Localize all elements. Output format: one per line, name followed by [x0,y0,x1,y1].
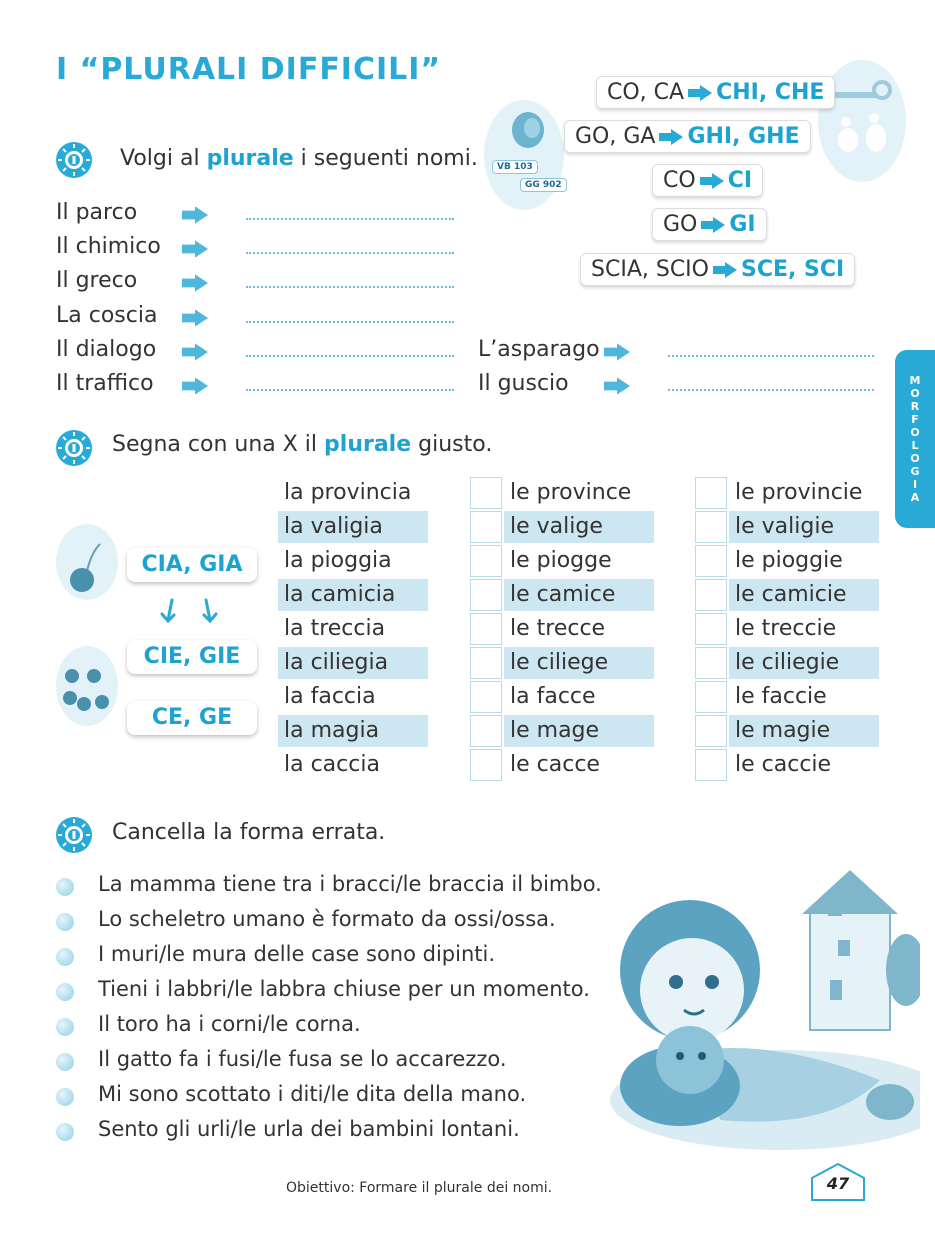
option-a-cell: le camice [504,579,654,611]
checkbox-b[interactable] [695,477,727,509]
answer-line[interactable] [668,355,874,357]
noun-label: L’asparago [478,337,600,362]
noun-label: Il guscio [478,371,569,396]
checkbox-b[interactable] [695,681,727,713]
bullet-icon [56,1053,74,1071]
checkbox-a[interactable] [470,647,502,679]
noun-label: Il traffico [56,371,154,396]
bullet-icon [56,913,74,931]
checkbox-b[interactable] [695,749,727,781]
arrow [182,206,208,228]
girl-cat-house-illustration [580,850,920,1150]
sentence[interactable]: Il toro ha i corni/le corna. [98,1012,361,1036]
rule-pill: CE, GE [127,701,257,735]
sentence[interactable]: Il gatto fa i fusi/le fusa se lo accarezzo. [98,1047,507,1071]
singular-cell: la caccia [284,752,380,777]
checkbox-b[interactable] [695,511,727,543]
bullet-icon [56,1018,74,1036]
keys-illustration [484,100,564,210]
exercise1-instruction: Volgi al plurale i seguenti nomi. [120,146,478,171]
down-arrows-icon [158,596,222,630]
arrow [182,274,208,296]
sun-icon [56,817,92,853]
answer-line[interactable] [246,218,454,220]
bullet-icon [56,983,74,1001]
singular-cell: la faccia [284,684,376,709]
rule-box: SCIA, SCIO SCE, SCI [580,253,855,286]
section-tab: M O R F O L O G I A [895,350,935,528]
sentence[interactable]: La mamma tiene tra i bracci/le braccia il bimbo. [98,872,602,896]
option-b-cell: le faccie [735,684,827,709]
rule-box: CO CI [652,164,763,197]
key-label: VB 103 [492,160,538,174]
option-a-cell: le trecce [510,616,606,641]
page-number-badge [808,1162,868,1202]
singular-cell: la provincia [284,480,412,505]
bullet-icon [56,948,74,966]
arrow [182,343,208,365]
arrow-icon [604,343,630,361]
checkbox-a[interactable] [470,613,502,645]
rule-box: GO, GA GHI, GHE [564,120,811,153]
cherries-illustration [56,646,118,726]
noun-label: Il dialogo [56,337,157,362]
checkbox-b[interactable] [695,715,727,747]
singular-cell: la pioggia [284,548,392,573]
checkbox-a[interactable] [470,681,502,713]
arrow-icon [182,377,208,395]
rule-pill: CIE, GIE [127,640,257,674]
arrow-icon [182,206,208,224]
answer-line[interactable] [246,252,454,254]
answer-line[interactable] [668,389,874,391]
arrow-icon [182,343,208,361]
arrow-icon [688,85,712,101]
rule-pill: CIA, GIA [127,548,257,582]
singular-cell: la camicia [278,579,428,611]
option-a-cell: le cacce [510,752,600,777]
sentence[interactable]: Sento gli urli/le urla dei bambini lontani. [98,1117,520,1141]
checkbox-a[interactable] [470,477,502,509]
answer-line[interactable] [246,389,454,391]
objective-footer: Obiettivo: Formare il plurale dei nomi. [286,1180,553,1196]
option-b-cell: le camicie [729,579,879,611]
option-a-cell: la facce [510,684,596,709]
arrow [182,240,208,262]
arrow-icon [182,309,208,327]
option-a-cell: le mage [504,715,654,747]
sentence[interactable]: I muri/le mura delle case sono dipinti. [98,942,496,966]
answer-line[interactable] [246,286,454,288]
sentence[interactable]: Lo scheletro umano è formato da ossi/ossa. [98,907,556,931]
checkbox-b[interactable] [695,647,727,679]
bullet-icon [56,1123,74,1141]
noun-label: Il parco [56,200,138,225]
checkbox-b[interactable] [695,545,727,577]
sentence[interactable]: Mi sono scottato i diti/le dita della mano. [98,1082,527,1106]
noun-label: Il chimico [56,234,161,259]
checkbox-a[interactable] [470,511,502,543]
option-b-cell: le caccie [735,752,832,777]
singular-cell: la magia [278,715,428,747]
rule-box: CO, CA CHI, CHE [596,76,835,109]
sentence[interactable]: Tieni i labbri/le labbra chiuse per un momento. [98,977,590,1001]
option-b-cell: le pioggie [735,548,843,573]
arrow [182,377,208,399]
option-b-cell: le magie [729,715,879,747]
option-a-cell: le province [510,480,632,505]
checkbox-a[interactable] [470,715,502,747]
checkbox-b[interactable] [695,579,727,611]
noun-label: Il greco [56,268,138,293]
arrow-icon [700,173,724,189]
rule-box: GO GI [652,208,767,241]
page-title: I “PLURALI DIFFICILI” [56,52,442,87]
arrow-icon [182,240,208,258]
arrow-icon [604,377,630,395]
checkbox-a[interactable] [470,545,502,577]
exercise3-instruction: Cancella la forma errata. [112,820,386,845]
bullet-icon [56,878,74,896]
arrow [604,343,630,365]
checkbox-b[interactable] [695,613,727,645]
option-b-cell: le provincie [735,480,863,505]
singular-cell: la treccia [284,616,386,641]
bullet-icon [56,1088,74,1106]
sun-icon [56,142,92,178]
answer-line[interactable] [246,321,454,323]
checkbox-a[interactable] [470,579,502,611]
noun-label: La coscia [56,303,158,328]
exercise2-instruction: Segna con una X il plurale giusto. [112,432,493,457]
arrow-icon [701,217,725,233]
arrow-icon [659,129,683,145]
option-b-cell: le ciliegie [729,647,879,679]
arrow [182,309,208,331]
singular-cell: la valigia [278,511,428,543]
option-a-cell: le valige [504,511,654,543]
arrow-icon [713,262,737,278]
checkbox-a[interactable] [470,749,502,781]
answer-line[interactable] [246,355,454,357]
sun-icon [56,430,92,466]
option-b-cell: le valigie [729,511,879,543]
page-number: 47 [826,1174,850,1193]
option-a-cell: le piogge [510,548,612,573]
arrow [604,377,630,399]
option-a-cell: le ciliege [504,647,654,679]
singular-cell: la ciliegia [278,647,428,679]
arrow-icon [182,274,208,292]
key-label: GG 902 [520,178,567,192]
cherry-illustration [56,524,118,600]
option-b-cell: le treccie [735,616,837,641]
